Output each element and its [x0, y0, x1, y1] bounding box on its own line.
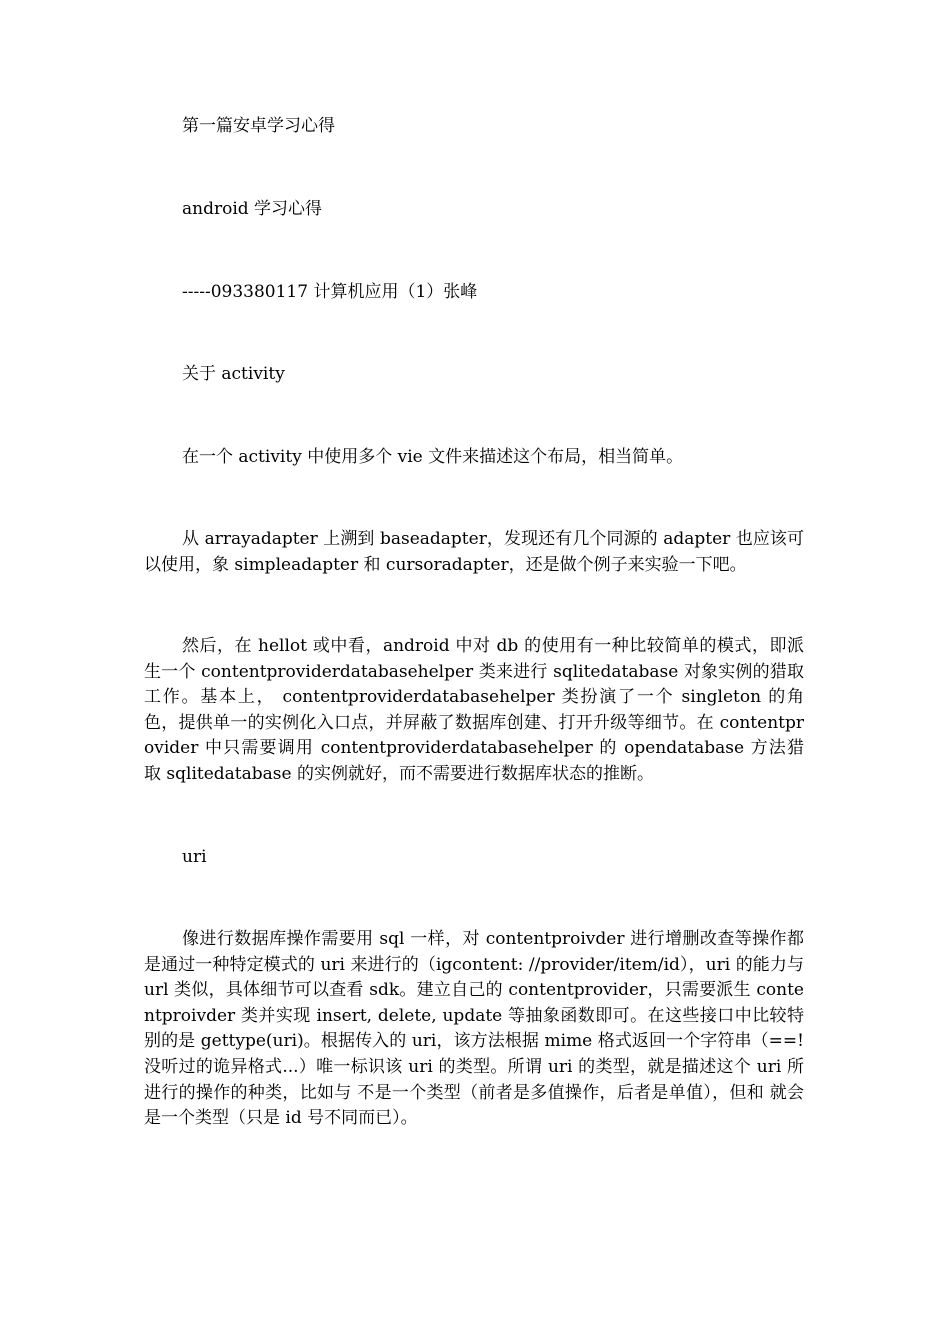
paragraph-activity-layout: 在一个 activity 中使用多个 vie 文件来描述这个布局，相当简单。: [182, 447, 684, 467]
paragraph-database-helper: 然后，在 hellot 或中看，android 中对 db 的使用有一种比较简单的模式，即派生一个 contentproviderdatabasehelper 类来进行 sqlitedatabase 对象实例的猎取工作。基本上， contentproviderdatabasehelper 类扮演了一个 singleton 的角色，提供单一的实例化入口点，并屏蔽了数据库创建、打开升级等细节。在 contentprovider 中只需要调用 contentproviderdatabasehelper 的 opendatabase 方法猎取 sqlitedatabase 的实例就好，而不需要进行数据库状态的推断。: [144, 636, 804, 784]
document-title: 第一篇安卓学习心得: [182, 116, 335, 136]
section-heading-uri: uri: [182, 847, 207, 867]
author-line: -----093380117 计算机应用（1）张峰: [182, 282, 478, 302]
document-subtitle: android 学习心得: [182, 199, 323, 219]
section-heading-activity: 关于 activity: [182, 364, 285, 384]
paragraph-adapter: 从 arrayadapter 上溯到 baseadapter，发现还有几个同源的 adapter 也应该可以使用，象 simpleadapter 和 cursoradapter，还是做个例子来实验一下吧。: [144, 529, 804, 575]
paragraph-uri: 像进行数据库操作需要用 sql 一样，对 contentproivder 进行增删改查等操作都是通过一种特定模式的 uri 来进行的（igcontent: //provider/item/id），uri 的能力与 url 类似，具体细节可以查看 sdk。建立自己的 contentprovider，只需要派生 contentproivder 类并实现 insert, delete, update 等抽象函数即可。在这些接口中比较特别的是 gettype(uri)。根据传入的 uri，该方法根据 mime 格式返回一个字符串（==!没听过的诡异格式...）唯一标识该 uri 的类型。所谓 uri 的类型，就是描述这个 uri 所进行的操作的种类，比如与 不是一个类型（前者是多值操作，后者是单值），但和 就会是一个类型（只是 id 号不同而已）。: [144, 929, 804, 1129]
